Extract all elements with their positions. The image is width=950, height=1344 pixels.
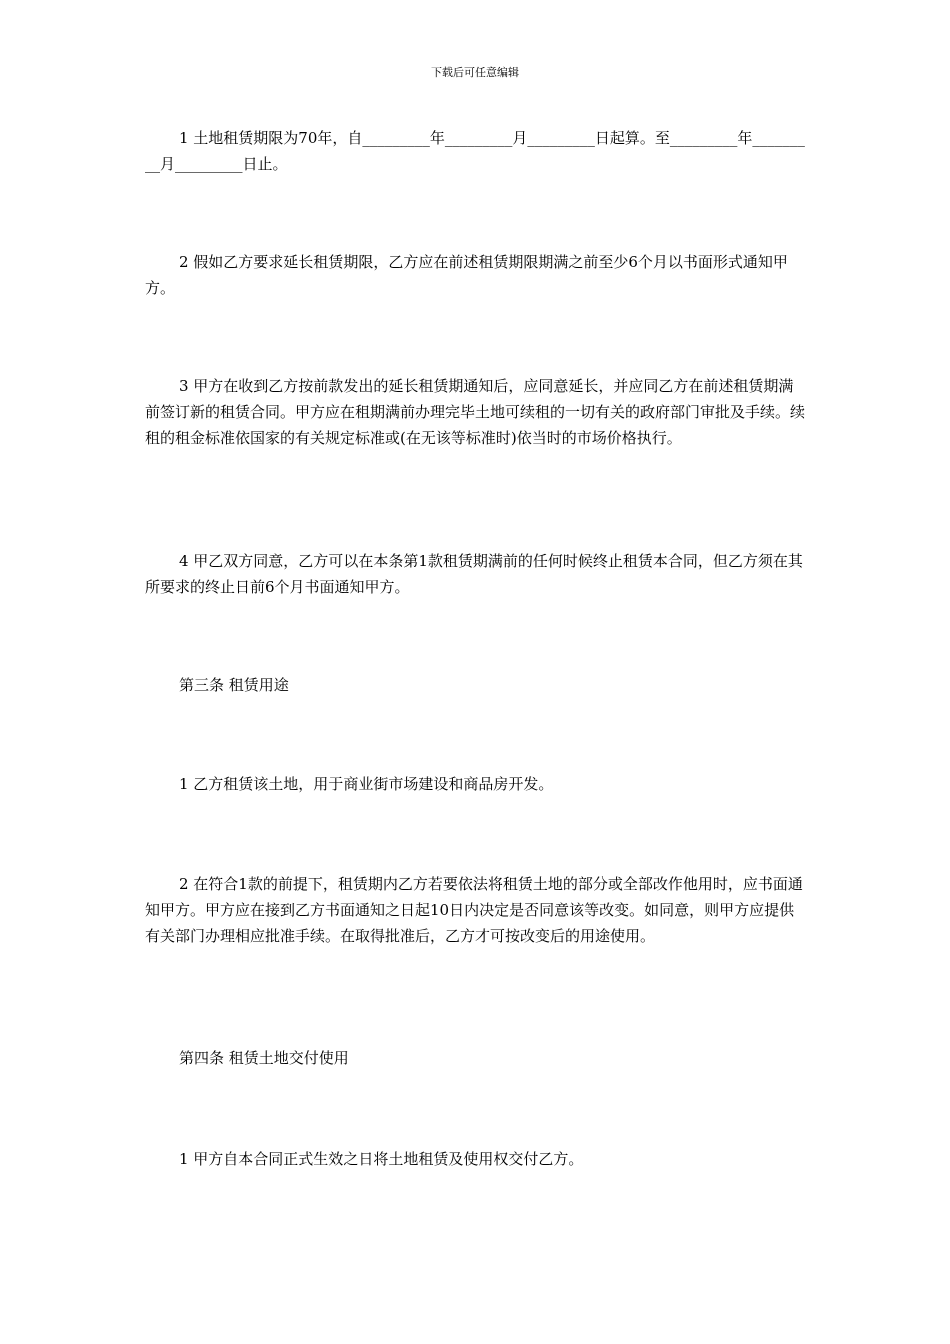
clause-early-termination: 4 甲乙双方同意，乙方可以在本条第1款租赁期满前的任何时候终止租赁本合同，但乙方须在其所要求的终止日前6个月书面通知甲方。 — [145, 552, 803, 596]
clause-land-delivery: 1 甲方自本合同正式生效之日将土地租赁及使用权交付乙方。 — [179, 1150, 584, 1168]
article-three-heading: 第三条 租赁用途 — [179, 676, 289, 694]
clause-change-of-use: 2 在符合1款的前提下，租赁期内乙方若要依法将租赁土地的部分或全部改作他用时，应书面通知甲方。甲方应在接到乙方书面通知之日起10日内决定是否同意该等改变。如同意，则甲方应提供有关部门办理相应批准手续。在取得批准后，乙方才可按改变后的用途使用。 — [145, 875, 803, 945]
article-four-heading: 第四条 租赁土地交付使用 — [179, 1049, 349, 1067]
clause-term-period: 1 土地租赁期限为70年，自_________年_________月_________日起算。至_________年_________月_________日止。 — [145, 129, 805, 173]
header-note: 下载后可任意编辑 — [431, 66, 519, 79]
clause-term-extension-approval: 3 甲方在收到乙方按前款发出的延长租赁期通知后，应同意延长，并应同乙方在前述租赁期满前签订新的租赁合同。甲方应在租期满前办理完毕土地可续租的一切有关的政府部门审批及手续。续租的租金标准依国家的有关规定标准或(在无该等标准时)依当时的市场价格执行。 — [145, 377, 806, 447]
clause-term-extension-request: 2 假如乙方要求延长租赁期限，乙方应在前述租赁期限期满之前至少6个月以书面形式通知甲方。 — [145, 253, 788, 297]
clause-land-use: 1 乙方租赁该土地，用于商业街市场建设和商品房开发。 — [179, 775, 554, 793]
